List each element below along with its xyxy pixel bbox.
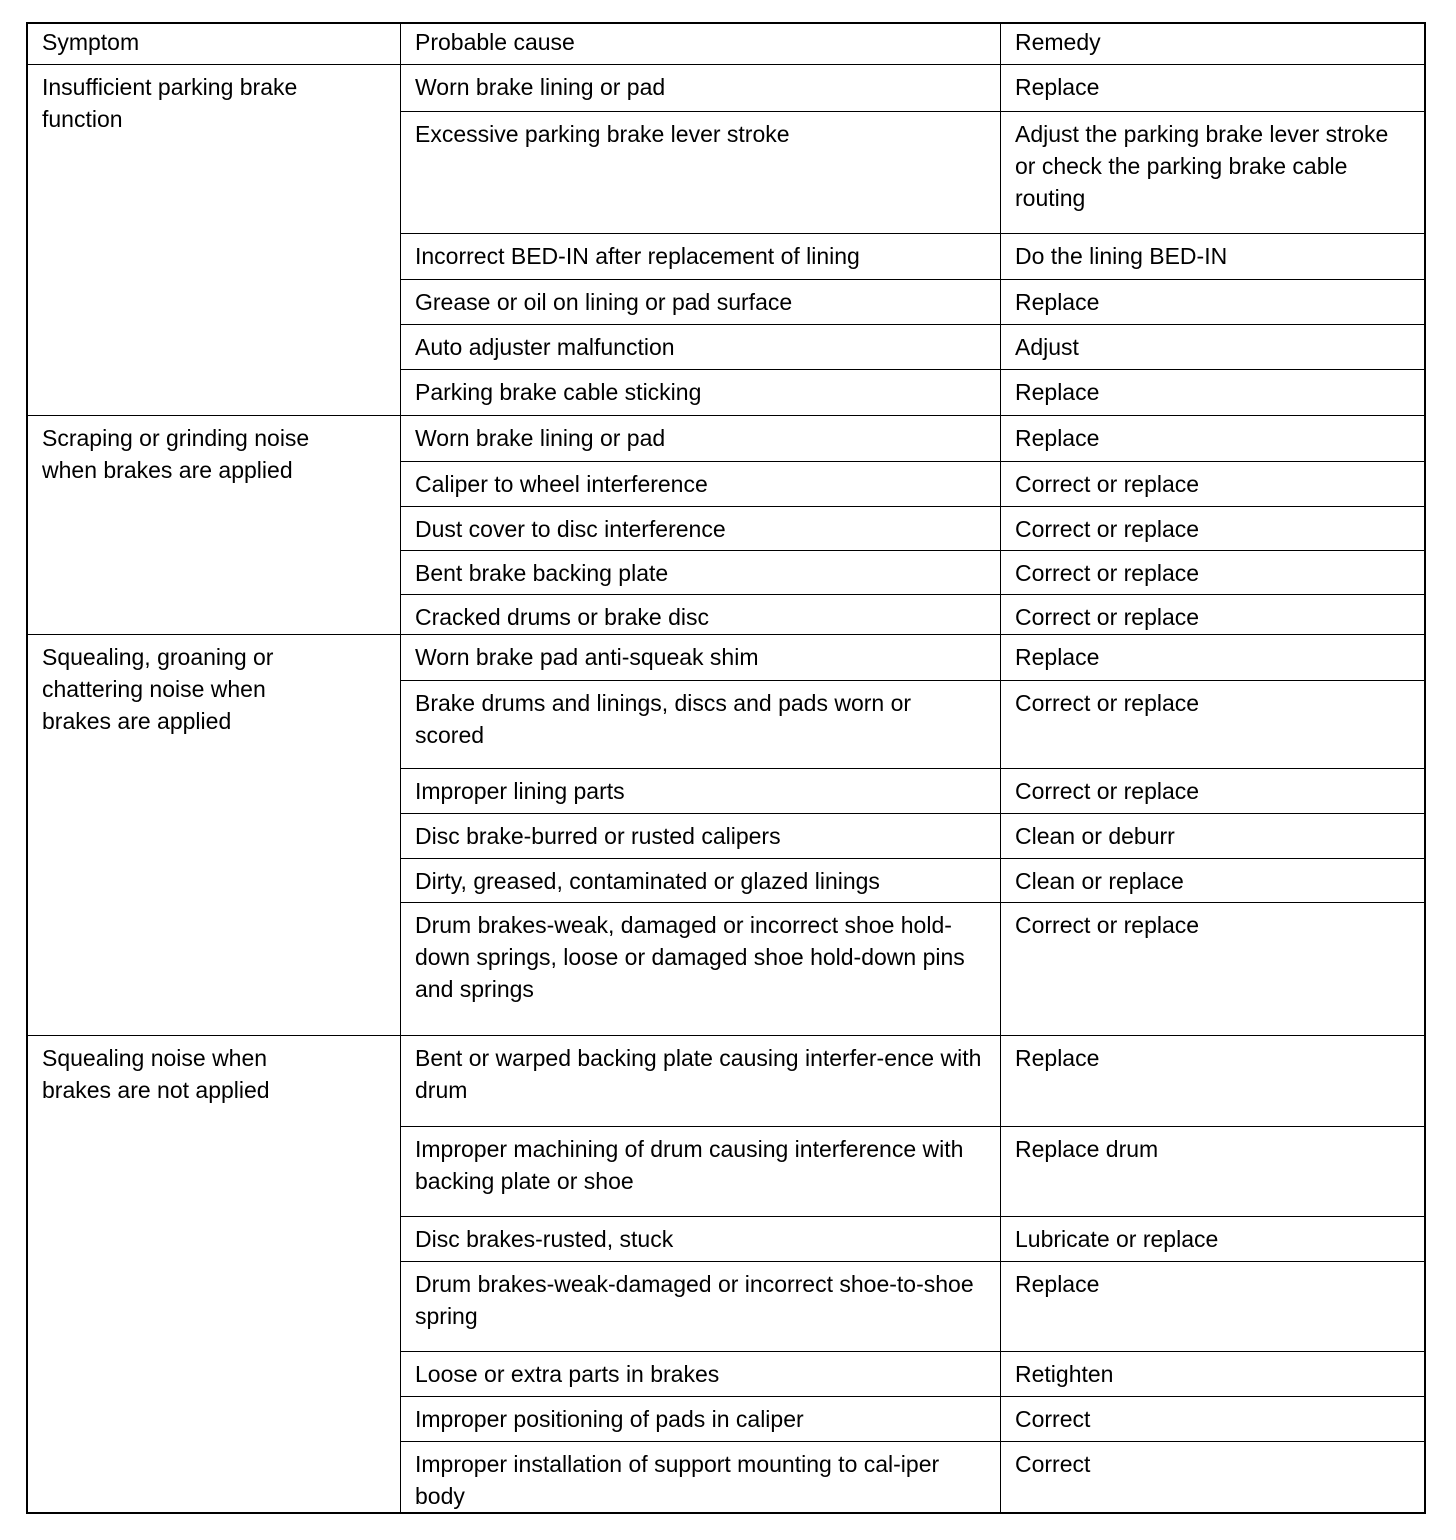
remedy-cell: Replace bbox=[1015, 379, 1100, 405]
remedy-cell: Correct or replace bbox=[1015, 778, 1200, 804]
cause-cell: Auto adjuster malfunction bbox=[401, 325, 1001, 369]
cause-cell: Brake drums and linings, discs and pads worn or scored bbox=[401, 681, 1001, 768]
remedy-cell: Correct or replace bbox=[1015, 560, 1200, 586]
table-header-row bbox=[28, 24, 1424, 64]
table-row bbox=[401, 594, 1424, 634]
symptom-group bbox=[28, 415, 1424, 634]
cause-cell: Grease or oil on lining or pad surface bbox=[401, 280, 1001, 324]
remedy-cell: Correct or replace bbox=[1015, 690, 1200, 716]
cause-cell: Dust cover to disc interference bbox=[401, 507, 1001, 550]
symptom-cell: Scraping or grinding noise when brakes are applied bbox=[28, 416, 401, 634]
cause-cell: Improper positioning of pads in caliper bbox=[401, 1397, 1001, 1441]
table-row bbox=[401, 1441, 1424, 1512]
cause-cell: Disc brake-burred or rusted calipers bbox=[401, 814, 1001, 858]
table-row bbox=[401, 902, 1424, 1035]
cause-cell: Worn brake pad anti-squeak shim bbox=[401, 635, 1001, 680]
cause-cell: Disc brakes-rusted, stuck bbox=[401, 1217, 1001, 1261]
table-row bbox=[401, 1036, 1424, 1126]
remedy-cell: Retighten bbox=[1015, 1361, 1114, 1387]
cause-cell: Caliper to wheel interference bbox=[401, 462, 1001, 506]
table-row bbox=[401, 324, 1424, 369]
table-row bbox=[401, 1396, 1424, 1441]
table-row bbox=[401, 369, 1424, 415]
table-row bbox=[401, 1126, 1424, 1216]
cause-cell: Bent brake backing plate bbox=[401, 551, 1001, 594]
remedy-cell: Correct bbox=[1015, 1451, 1091, 1477]
table-row bbox=[401, 111, 1424, 233]
remedy-cell: Clean or replace bbox=[1015, 868, 1184, 894]
cause-cell: Drum brakes-weak-damaged or incorrect shoe-to-shoe spring bbox=[401, 1262, 1001, 1351]
table-row bbox=[401, 1351, 1424, 1396]
symptom-group bbox=[28, 1035, 1424, 1512]
remedy-cell: Replace bbox=[1015, 289, 1100, 315]
cause-cell: Parking brake cable sticking bbox=[401, 370, 1001, 415]
cause-cell: Bent or warped backing plate causing interfer-ence with drum bbox=[401, 1036, 1001, 1126]
remedy-cell: Replace drum bbox=[1015, 1136, 1159, 1162]
remedy-cell: Do the lining BED-IN bbox=[1015, 243, 1228, 269]
table-row bbox=[401, 768, 1424, 813]
cause-cell: Incorrect BED-IN after replacement of lining bbox=[401, 234, 1001, 279]
table-row bbox=[401, 233, 1424, 279]
table-row bbox=[401, 279, 1424, 324]
remedy-cell: Adjust the parking brake lever stroke or check the parking brake cable routing bbox=[1015, 121, 1389, 211]
remedy-cell: Correct or replace bbox=[1015, 471, 1200, 497]
remedy-cell: Lubricate or replace bbox=[1015, 1226, 1219, 1252]
symptom-cell: Squealing, groaning or chattering noise when brakes are applied bbox=[28, 635, 401, 1035]
remedy-cell: Correct bbox=[1015, 1406, 1091, 1432]
cause-cell: Drum brakes-weak, damaged or incorrect shoe hold-down springs, loose or damaged shoe hold-down pins and springs bbox=[401, 903, 1001, 1035]
troubleshooting-table bbox=[26, 22, 1426, 1514]
cause-cell: Improper installation of support mounting to cal-iper body bbox=[401, 1442, 1001, 1512]
cause-cell: Improper lining parts bbox=[401, 769, 1001, 813]
table-row bbox=[401, 416, 1424, 461]
symptom-group bbox=[28, 634, 1424, 1035]
cause-cell: Dirty, greased, contaminated or glazed linings bbox=[401, 859, 1001, 902]
table-row bbox=[401, 550, 1424, 594]
symptom-cell: Squealing noise when brakes are not applied bbox=[28, 1036, 401, 1512]
cause-cell: Cracked drums or brake disc bbox=[401, 595, 1001, 634]
remedy-cell: Correct or replace bbox=[1015, 604, 1200, 630]
remedy-cell: Replace bbox=[1015, 644, 1100, 670]
table-row bbox=[401, 635, 1424, 680]
table-row bbox=[401, 1216, 1424, 1261]
remedy-cell: Replace bbox=[1015, 1271, 1100, 1297]
cause-cell: Worn brake lining or pad bbox=[401, 65, 1001, 111]
cause-cell: Improper machining of drum causing interference with backing plate or shoe bbox=[401, 1127, 1001, 1216]
header-remedy: Remedy bbox=[1015, 29, 1101, 55]
table-row bbox=[401, 813, 1424, 858]
cause-cell: Loose or extra parts in brakes bbox=[401, 1352, 1001, 1396]
table-row bbox=[401, 858, 1424, 902]
table-row bbox=[401, 461, 1424, 506]
table-row bbox=[401, 1261, 1424, 1351]
table-row bbox=[401, 506, 1424, 550]
symptom-cell: Insufficient parking brake function bbox=[28, 65, 401, 415]
remedy-cell: Replace bbox=[1015, 1045, 1100, 1071]
header-cause: Probable cause bbox=[401, 24, 1001, 64]
table-row bbox=[401, 65, 1424, 111]
header-symptom: Symptom bbox=[28, 24, 401, 64]
cause-cell: Worn brake lining or pad bbox=[401, 416, 1001, 461]
remedy-cell: Clean or deburr bbox=[1015, 823, 1175, 849]
remedy-cell: Replace bbox=[1015, 74, 1100, 100]
remedy-cell: Correct or replace bbox=[1015, 912, 1200, 938]
remedy-cell: Replace bbox=[1015, 425, 1100, 451]
symptom-group bbox=[28, 64, 1424, 415]
remedy-cell: Adjust bbox=[1015, 334, 1079, 360]
table-row bbox=[401, 680, 1424, 768]
cause-cell: Excessive parking brake lever stroke bbox=[401, 112, 1001, 233]
remedy-cell: Correct or replace bbox=[1015, 516, 1200, 542]
